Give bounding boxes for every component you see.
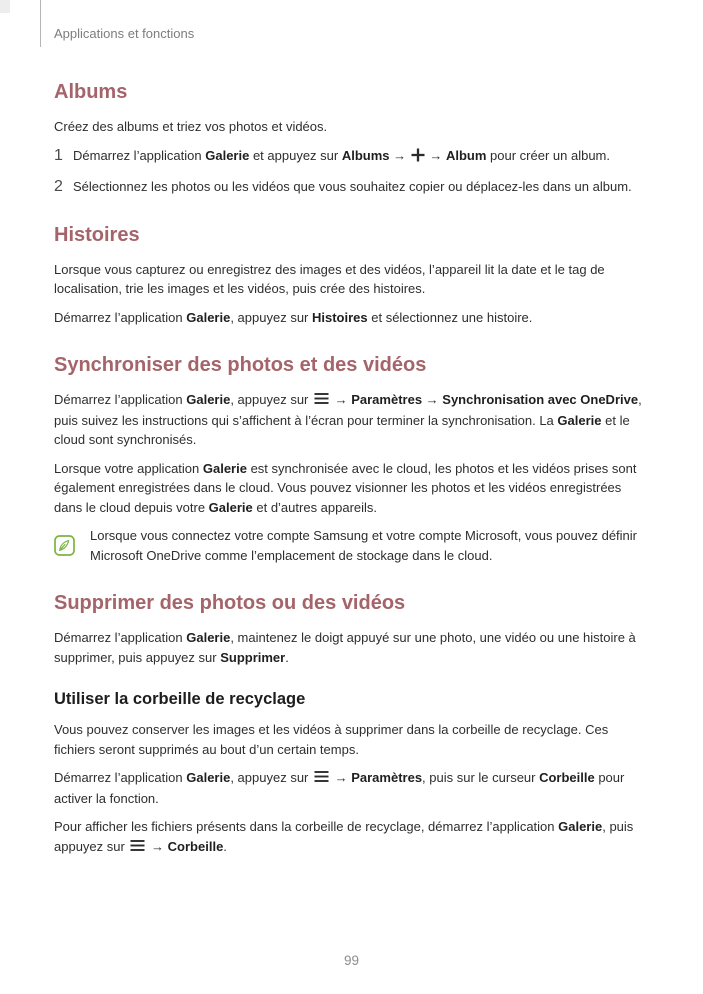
numbered-step xyxy=(54,177,650,197)
text-run: , puis suivez les instructions qui s’affichent à l’écran pour terminer la synchronisation. La xyxy=(54,392,642,428)
bold-term: Galerie xyxy=(558,819,603,834)
page-content xyxy=(54,80,650,866)
bold-term: Paramètres xyxy=(351,770,423,785)
step-number: 1 xyxy=(54,146,63,164)
bold-term: Album xyxy=(445,147,487,163)
section-albums xyxy=(54,80,650,197)
menu-icon xyxy=(129,838,146,858)
paragraph xyxy=(54,260,650,299)
page-edge-artifact xyxy=(0,0,10,13)
paragraph xyxy=(54,117,650,137)
bold-term: Corbeille xyxy=(167,838,224,854)
bold-term: Galerie xyxy=(208,499,253,515)
text-run: → xyxy=(422,392,443,407)
step-text xyxy=(73,177,632,197)
paragraph xyxy=(54,768,650,808)
paragraph xyxy=(54,817,650,857)
text-run: . xyxy=(285,649,289,665)
text-run: et le cloud sont synchronisés. xyxy=(54,412,630,447)
text-run: , maintenez le doigt appuyé sur une photo, une vidéo ou une histoire à supprimer, puis appuyez sur xyxy=(54,630,636,665)
text-run: Lorsque vous connectez votre compte Samsung et votre compte Microsoft, vous pouvez définir Microsoft OneDrive comme l’emplacement de stockage dans le cloud. xyxy=(90,528,637,563)
section-heading-supprimer: Supprimer des photos ou des vidéos xyxy=(54,592,406,614)
numbered-step xyxy=(54,146,650,168)
header-vertical-rule xyxy=(40,0,41,47)
step-text xyxy=(73,146,610,168)
text-run: pour activer la fonction. xyxy=(54,770,625,806)
text-run: , puis appuyez sur xyxy=(54,819,634,854)
paragraph xyxy=(54,459,650,518)
section-synchroniser xyxy=(54,353,650,565)
text-run: , puis sur le curseur xyxy=(422,770,540,785)
bold-term: Galerie xyxy=(186,392,231,407)
bold-term: Albums xyxy=(341,147,390,163)
bold-term: Galerie xyxy=(557,412,602,428)
text-run: Sélectionnez les photos ou les vidéos que vous souhaitez copier ou déplacez-les dans un album. xyxy=(73,179,632,194)
text-run: et d’autres appareils. xyxy=(252,499,378,515)
note-pen-icon xyxy=(54,535,75,561)
text-run: Créez des albums et triez vos photos et vidéos. xyxy=(54,119,328,134)
text-run: pour créer un album. xyxy=(486,147,610,163)
text-run: → xyxy=(425,147,446,163)
text-run: est synchronisée avec le cloud, les photos et les vidéos prises sont également enregistrées dans le cloud. Vous pouvez visionner les photos et les vidéos enregistrées dans le cloud depuis votre xyxy=(54,460,637,515)
text-run: , appuyez sur xyxy=(230,309,312,325)
section-heading-histoires: Histoires xyxy=(54,223,140,246)
note-icon-wrap xyxy=(54,526,75,565)
section-heading-albums: Albums xyxy=(54,81,128,103)
paragraph xyxy=(54,308,650,328)
text-run: Démarrez l’application xyxy=(54,770,187,785)
text-run: Démarrez l’application xyxy=(54,309,187,325)
text-run: . xyxy=(223,838,227,854)
text-run: Démarrez l’application xyxy=(54,392,187,407)
page-number: 99 xyxy=(343,953,360,968)
text-run: → xyxy=(147,838,168,854)
menu-icon xyxy=(313,769,330,789)
text-run: Pour afficher les fichiers présents dans la corbeille de recyclage, démarrez l’application xyxy=(54,819,559,834)
section-corbeille xyxy=(54,689,650,857)
section-heading-synchroniser: Synchroniser des photos et des vidéos xyxy=(54,354,427,376)
text-run: et sélectionnez une histoire. xyxy=(367,309,533,325)
bold-term: Galerie xyxy=(205,147,250,163)
paragraph xyxy=(54,628,650,667)
text-run: , appuyez sur xyxy=(230,770,312,785)
section-heading-corbeille: Utiliser la corbeille de recyclage xyxy=(54,690,306,708)
text-run: → xyxy=(330,392,352,407)
text-run: , appuyez sur xyxy=(230,392,312,407)
section-supprimer xyxy=(54,591,650,667)
note-callout xyxy=(54,526,650,565)
text-run: Lorsque votre application xyxy=(54,460,203,476)
bold-term: Histoires xyxy=(311,309,368,325)
paragraph xyxy=(54,390,650,450)
text-run: Lorsque vous capturez ou enregistrez des images et des vidéos, l’appareil lit la date et le tag de localisation, trie les images et les vidéos, puis crée des histoires. xyxy=(54,261,605,296)
text-run: Vous pouvez conserver les images et les vidéos à supprimer dans la corbeille de recyclage. Ces fichiers seront supprimés au bout d’un certain temps. xyxy=(54,722,609,757)
text-run: Démarrez l’application xyxy=(73,147,206,163)
bold-term: Galerie xyxy=(186,309,231,325)
running-header: Applications et fonctions xyxy=(54,26,195,41)
section-histoires xyxy=(54,223,650,328)
bold-term: Paramètres xyxy=(351,392,423,407)
step-number: 2 xyxy=(54,178,63,195)
bold-term: Supprimer xyxy=(220,649,286,665)
text-run: Démarrez l’application xyxy=(54,630,187,645)
plus-icon xyxy=(411,148,425,168)
text-run: → xyxy=(330,770,352,785)
bold-term: Galerie xyxy=(186,770,231,785)
bold-term: Galerie xyxy=(186,630,231,645)
bold-term: Corbeille xyxy=(539,770,595,785)
note-text xyxy=(90,526,642,565)
bold-term: Synchronisation avec OneDrive xyxy=(442,392,639,407)
menu-icon xyxy=(313,391,330,411)
bold-term: Galerie xyxy=(202,460,247,476)
paragraph xyxy=(54,720,650,759)
text-run: → xyxy=(389,147,410,163)
text-run: et appuyez sur xyxy=(249,147,342,163)
